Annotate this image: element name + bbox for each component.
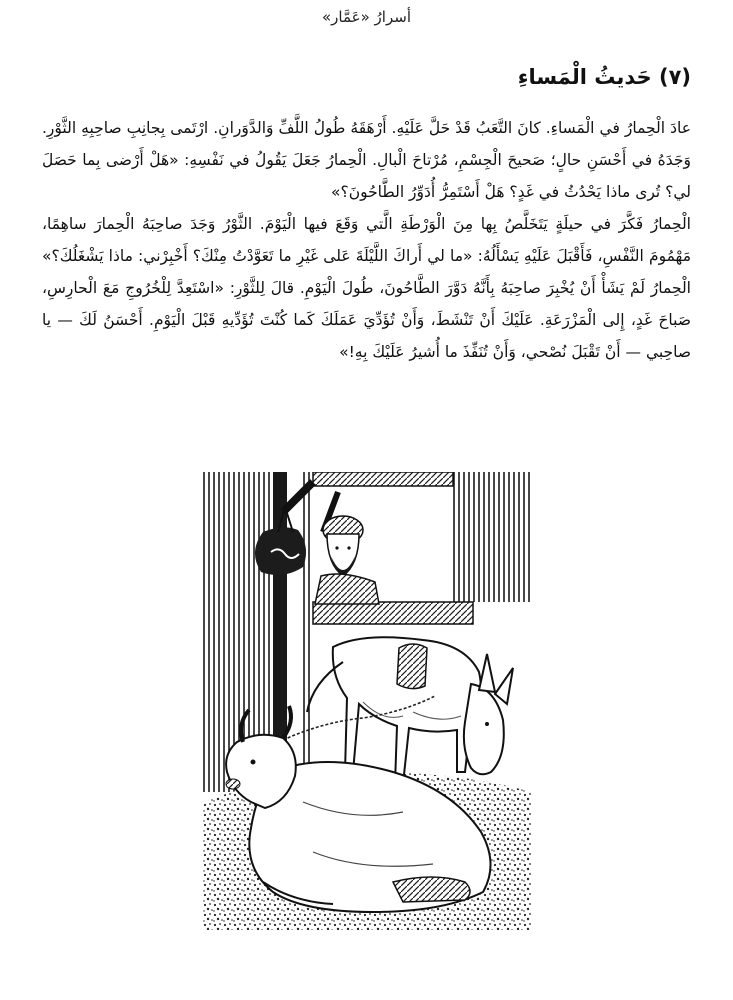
paragraph-1: عادَ الْحِمارُ في الْمَساءِ. كانَ التَّعَبُ قَدْ حَلَّ عَلَيْهِ. أَرْهَقَهُ طُولُ اللَّفِّ وَالدَّوَرانِ. ارْتَمى بِجانِبِ صاحِبِهِ الثَّوْرِ. وَجَدَهُ في أَحْسَنِ حالٍ؛ صَحيحَ الْجِسْمِ، مُرْتاحَ الْبالِ. الْحِمارُ جَعَلَ يَقُولُ في نَفْسِهِ: «هَلْ أَرْضى بِما حَصَلَ لي؟ تُرى ماذا يَحْدُثُ في غَدٍ؟ هَلْ أَسْتَمِرُّ أُدَوِّرُ الطَّاحُونَ؟» [42, 119, 691, 201]
inner-post [303, 472, 313, 792]
ox-folded-legs [393, 877, 470, 902]
chapter-body [42, 112, 691, 368]
right-wall-planks [453, 472, 531, 602]
stable-scene-drawing [203, 472, 531, 930]
running-header: أسرارُ «عَمَّار» [322, 8, 411, 26]
chapter-title: (٧) حَديثُ الْمَساءِ [517, 65, 691, 89]
stable-illustration [203, 472, 531, 930]
window-lintel [313, 472, 453, 486]
hanging-sack [255, 527, 306, 575]
window-sill [313, 602, 473, 624]
paragraph-2: الْحِمارُ فَكَّرَ في حيلَةٍ يَتَخَلَّصُ بِها مِنَ الْوَرْطَةِ الَّتي وَقَعَ فيها الْيَوْمَ. الثَّوْرُ وَجَدَ صاحِبَهُ الْحِمارَ ساهِمًا، مَهْمُومَ النَّفْسِ، فَأَقْبَلَ عَلَيْهِ يَسْأَلُهُ: «ما لي أَراكَ اللَّيْلَةَ عَلى غَيْرِ ما تَعَوَّدْتُ مِنْكَ؟ أَخْبِرْني: ماذا يَشْغَلُكَ؟» الْحِمارُ لَمْ يَشَأْ أَنْ يُخْبِرَ صاحِبَهُ بِأَنَّهُ دَوَّرَ الطَّاحُونَ، طُولَ الْيَوْمِ. قالَ لِلثَّوْرِ: «اسْتَعِدَّ لِلْخُرُوجِ مَعَ الْحارِسِ، صَباحَ غَدٍ، إِلى الْمَزْرَعَةِ. عَلَيْكَ أَنْ تَنْشَطَ، وَأَنْ تُؤَدِّيَ عَمَلَكَ كَما كُنْتَ تُؤَدِّيهِ قَبْلَ الْيَوْمِ. أَحْسَنُ لَكَ — يا صاحِبي — أَنْ تَقْبَلَ نُصْحي، وَأَنْ تُنَفِّذَ ما أُشيرُ عَلَيْكَ بِهِ!» [42, 215, 691, 361]
donkey-saddle [397, 644, 427, 689]
